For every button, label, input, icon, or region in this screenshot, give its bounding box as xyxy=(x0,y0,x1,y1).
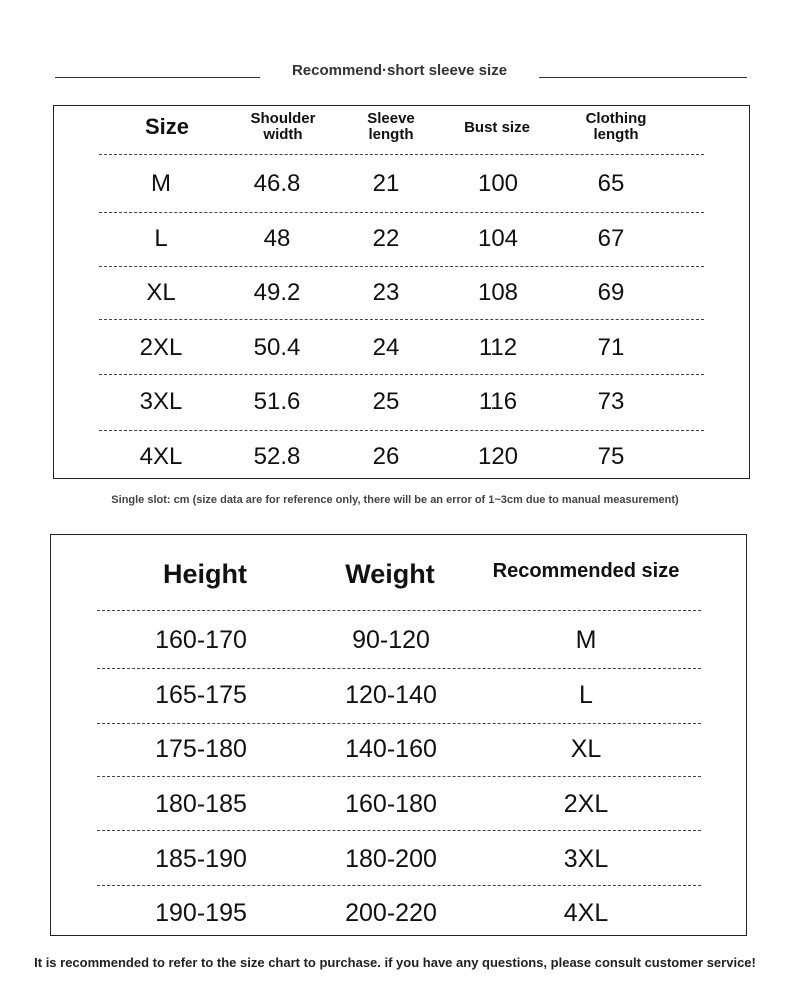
size-row-divider xyxy=(99,266,704,267)
recommend-row-divider xyxy=(97,668,701,669)
weight-cell: 160-180 xyxy=(345,790,437,818)
title-rule-left xyxy=(55,77,260,78)
size-table xyxy=(53,105,750,479)
height-cell: 190-195 xyxy=(155,899,247,927)
weight-cell: 200-220 xyxy=(345,899,437,927)
weight-cell: 120-140 xyxy=(345,681,437,709)
shoulder-cell: 46.8 xyxy=(253,170,301,197)
size-cell: 3XL xyxy=(139,388,183,415)
shoulder-cell: 49.2 xyxy=(253,279,301,306)
height-cell: 185-190 xyxy=(155,845,247,873)
size-header-sleeve: Sleeve length xyxy=(367,110,415,143)
size-row-divider xyxy=(99,374,704,375)
size-row-divider xyxy=(99,154,704,155)
recommend-row-divider xyxy=(97,776,701,777)
size-header-size: Size xyxy=(144,114,190,139)
bust-cell: 120 xyxy=(477,443,519,470)
recommend-row-divider xyxy=(97,885,701,886)
bust-cell: 100 xyxy=(477,170,519,197)
bust-cell: 116 xyxy=(478,388,518,415)
length-cell: 75 xyxy=(597,443,625,470)
size-cell: M xyxy=(151,170,171,197)
recommend-header-height: Height xyxy=(163,559,247,589)
size-row-divider xyxy=(99,212,704,213)
size-header-bust: Bust size xyxy=(464,119,530,136)
length-cell: 73 xyxy=(597,388,625,415)
recommend-header-weight: Weight xyxy=(345,559,435,589)
weight-cell: 90-120 xyxy=(352,626,430,654)
recommended-size-cell: 2XL xyxy=(563,790,609,818)
height-cell: 175-180 xyxy=(155,735,247,763)
recommend-table xyxy=(50,534,747,936)
weight-cell: 140-160 xyxy=(345,735,437,763)
sleeve-cell: 22 xyxy=(372,225,400,252)
size-row-divider xyxy=(99,319,704,320)
length-cell: 71 xyxy=(597,334,625,361)
bust-cell: 108 xyxy=(477,279,519,306)
sleeve-cell: 23 xyxy=(372,279,400,306)
recommended-size-cell: 4XL xyxy=(563,899,609,927)
size-cell: XL xyxy=(146,279,176,306)
recommended-size-cell: 3XL xyxy=(563,845,609,873)
size-header-shoulder: Shoulder width xyxy=(250,110,316,143)
sleeve-cell: 24 xyxy=(372,334,400,361)
size-cell: 2XL xyxy=(139,334,183,361)
height-cell: 165-175 xyxy=(155,681,247,709)
size-header-length: Clothing length xyxy=(585,110,647,143)
shoulder-cell: 52.8 xyxy=(253,443,301,470)
shoulder-cell: 48 xyxy=(263,225,291,252)
size-cell: L xyxy=(154,225,168,252)
footer-note: It is recommended to refer to the size chart to purchase. if you have any questions, please consult customer service! xyxy=(34,955,756,970)
recommend-row-divider xyxy=(97,723,701,724)
length-cell: 67 xyxy=(597,225,625,252)
bust-cell: 104 xyxy=(477,225,519,252)
recommended-size-cell: L xyxy=(579,681,593,709)
height-cell: 160-170 xyxy=(155,626,247,654)
size-row-divider xyxy=(99,430,704,431)
recommend-row-divider xyxy=(97,610,701,611)
length-cell: 69 xyxy=(597,279,625,306)
title-rule-right xyxy=(539,77,747,78)
recommended-size-cell: M xyxy=(575,626,597,654)
shoulder-cell: 50.4 xyxy=(253,334,301,361)
measurement-note: Single slot: cm (size data are for reference only, there will be an error of 1~3cm due to manual measurement) xyxy=(111,494,679,506)
sleeve-cell: 25 xyxy=(372,388,400,415)
recommend-row-divider xyxy=(97,830,701,831)
sleeve-cell: 21 xyxy=(372,170,400,197)
length-cell: 65 xyxy=(597,170,625,197)
bust-cell: 112 xyxy=(478,334,518,361)
page-title: Recommend·short sleeve size xyxy=(291,62,508,79)
recommend-header-size: Recommended size xyxy=(492,560,680,582)
height-cell: 180-185 xyxy=(155,790,247,818)
recommended-size-cell: XL xyxy=(570,735,602,763)
shoulder-cell: 51.6 xyxy=(253,388,301,415)
size-cell: 4XL xyxy=(139,443,183,470)
weight-cell: 180-200 xyxy=(345,845,437,873)
sleeve-cell: 26 xyxy=(372,443,400,470)
